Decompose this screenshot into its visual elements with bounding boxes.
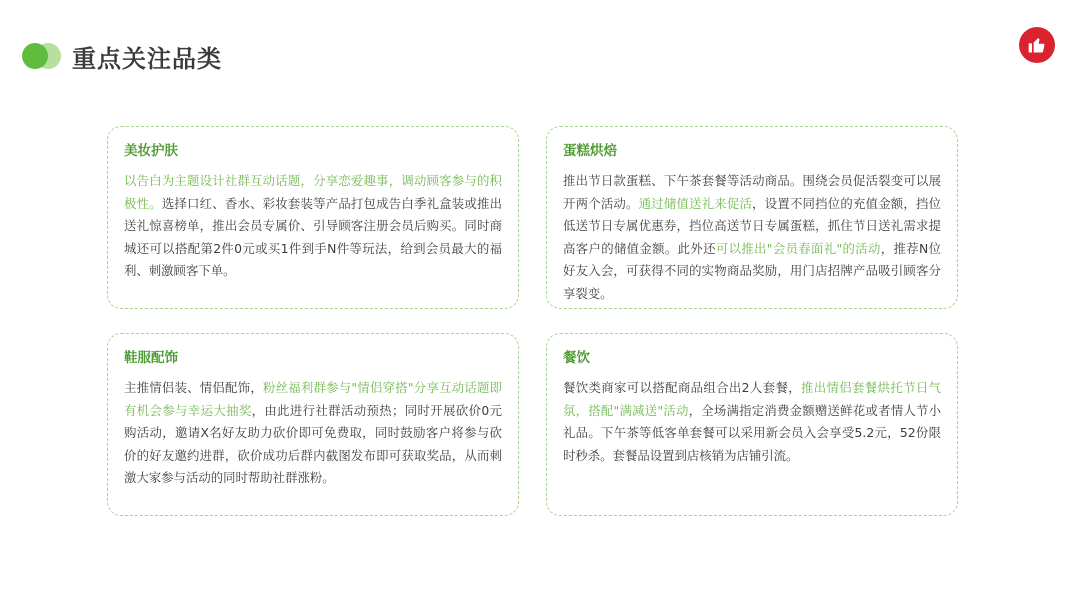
page-header (22, 38, 222, 74)
body-text: 主推情侣装、情侣配饰， (124, 380, 263, 395)
highlight-text: 通过储值送礼来促活 (638, 195, 753, 211)
card-body (124, 377, 502, 490)
category-card-beauty (107, 126, 519, 309)
card-body (124, 170, 502, 283)
highlight-text: 推出情侣套餐烘托节日气氛，搭配"满减送"活动 (563, 380, 941, 418)
body-text: ，由此进行社群活动预热；同时开展砍价0元购活动，邀请X名好友助力砍价即可免费取，同时鼓励客户将参与砍价的好友邀约进群，砍价成功后群内截图发布即可获取奖品，从而刺激大家参与活动的同时帮助社群涨粉。 (124, 402, 502, 485)
body-text: ，推荐N位好友入会，可获得不同的实物商品奖励，用门店招牌产品吸引顾客分享裂变。 (563, 240, 941, 301)
highlight-text: 粉丝福利群参与"情侣穿搭"分享互动话题即有机会参与幸运大抽奖 (124, 380, 502, 418)
body-text: ，全场满指定消费金额赠送鲜花或者情人节小礼品。下午茶等低客单套餐可以采用新会员入会享受5.2元，52份限时秒杀。套餐品设置到店核销为店铺引流。 (563, 402, 941, 463)
body-text: 餐饮类商家可以搭配商品组合出2人套餐， (563, 380, 801, 395)
highlight-text: 以告白为主题设计社群互动话题，分享恋爱趣事，调动顾客参与的积极性。 (124, 173, 502, 211)
category-card-bakery (546, 126, 958, 309)
card-title: 蛋糕烘焙 (563, 143, 617, 159)
card-title: 餐饮 (563, 350, 590, 366)
thumbs-up-glyph (1027, 35, 1047, 55)
body-text: 推出节日款蛋糕、下午茶套餐等活动商品。围绕会员促活裂变可以展开两个活动。 (563, 173, 941, 211)
card-body (563, 170, 941, 305)
body-text: 选择口红、香水、彩妆套装等产品打包成告白季礼盒装或推出送礼惊喜榜单，推出会员专属价、引导顾客注册会员后购买。同时商城还可以搭配第2件0元或买1件到手N件等玩法，给到会员最大的福利、刺激顾客下单。 (124, 195, 503, 278)
card-title: 美妆护肤 (124, 143, 178, 159)
card-body (563, 377, 941, 467)
category-card-dining (546, 333, 958, 516)
green-circle (22, 43, 48, 69)
body-text: ，设置不同挡位的充值金额，挡位低送节日专属优惠券，挡位高送节日专属蛋糕，抓住节日送礼需求提高客户的储值金额。此外还 (563, 195, 942, 256)
card-title: 鞋服配饰 (124, 350, 178, 366)
highlight-text: 可以推出"会员春面礼"的活动 (715, 240, 881, 256)
page-title: 重点关注品类 (72, 44, 222, 73)
two-green-circles-icon (22, 42, 64, 70)
thumbs-up-icon (1019, 27, 1055, 63)
category-card-apparel (107, 333, 519, 516)
